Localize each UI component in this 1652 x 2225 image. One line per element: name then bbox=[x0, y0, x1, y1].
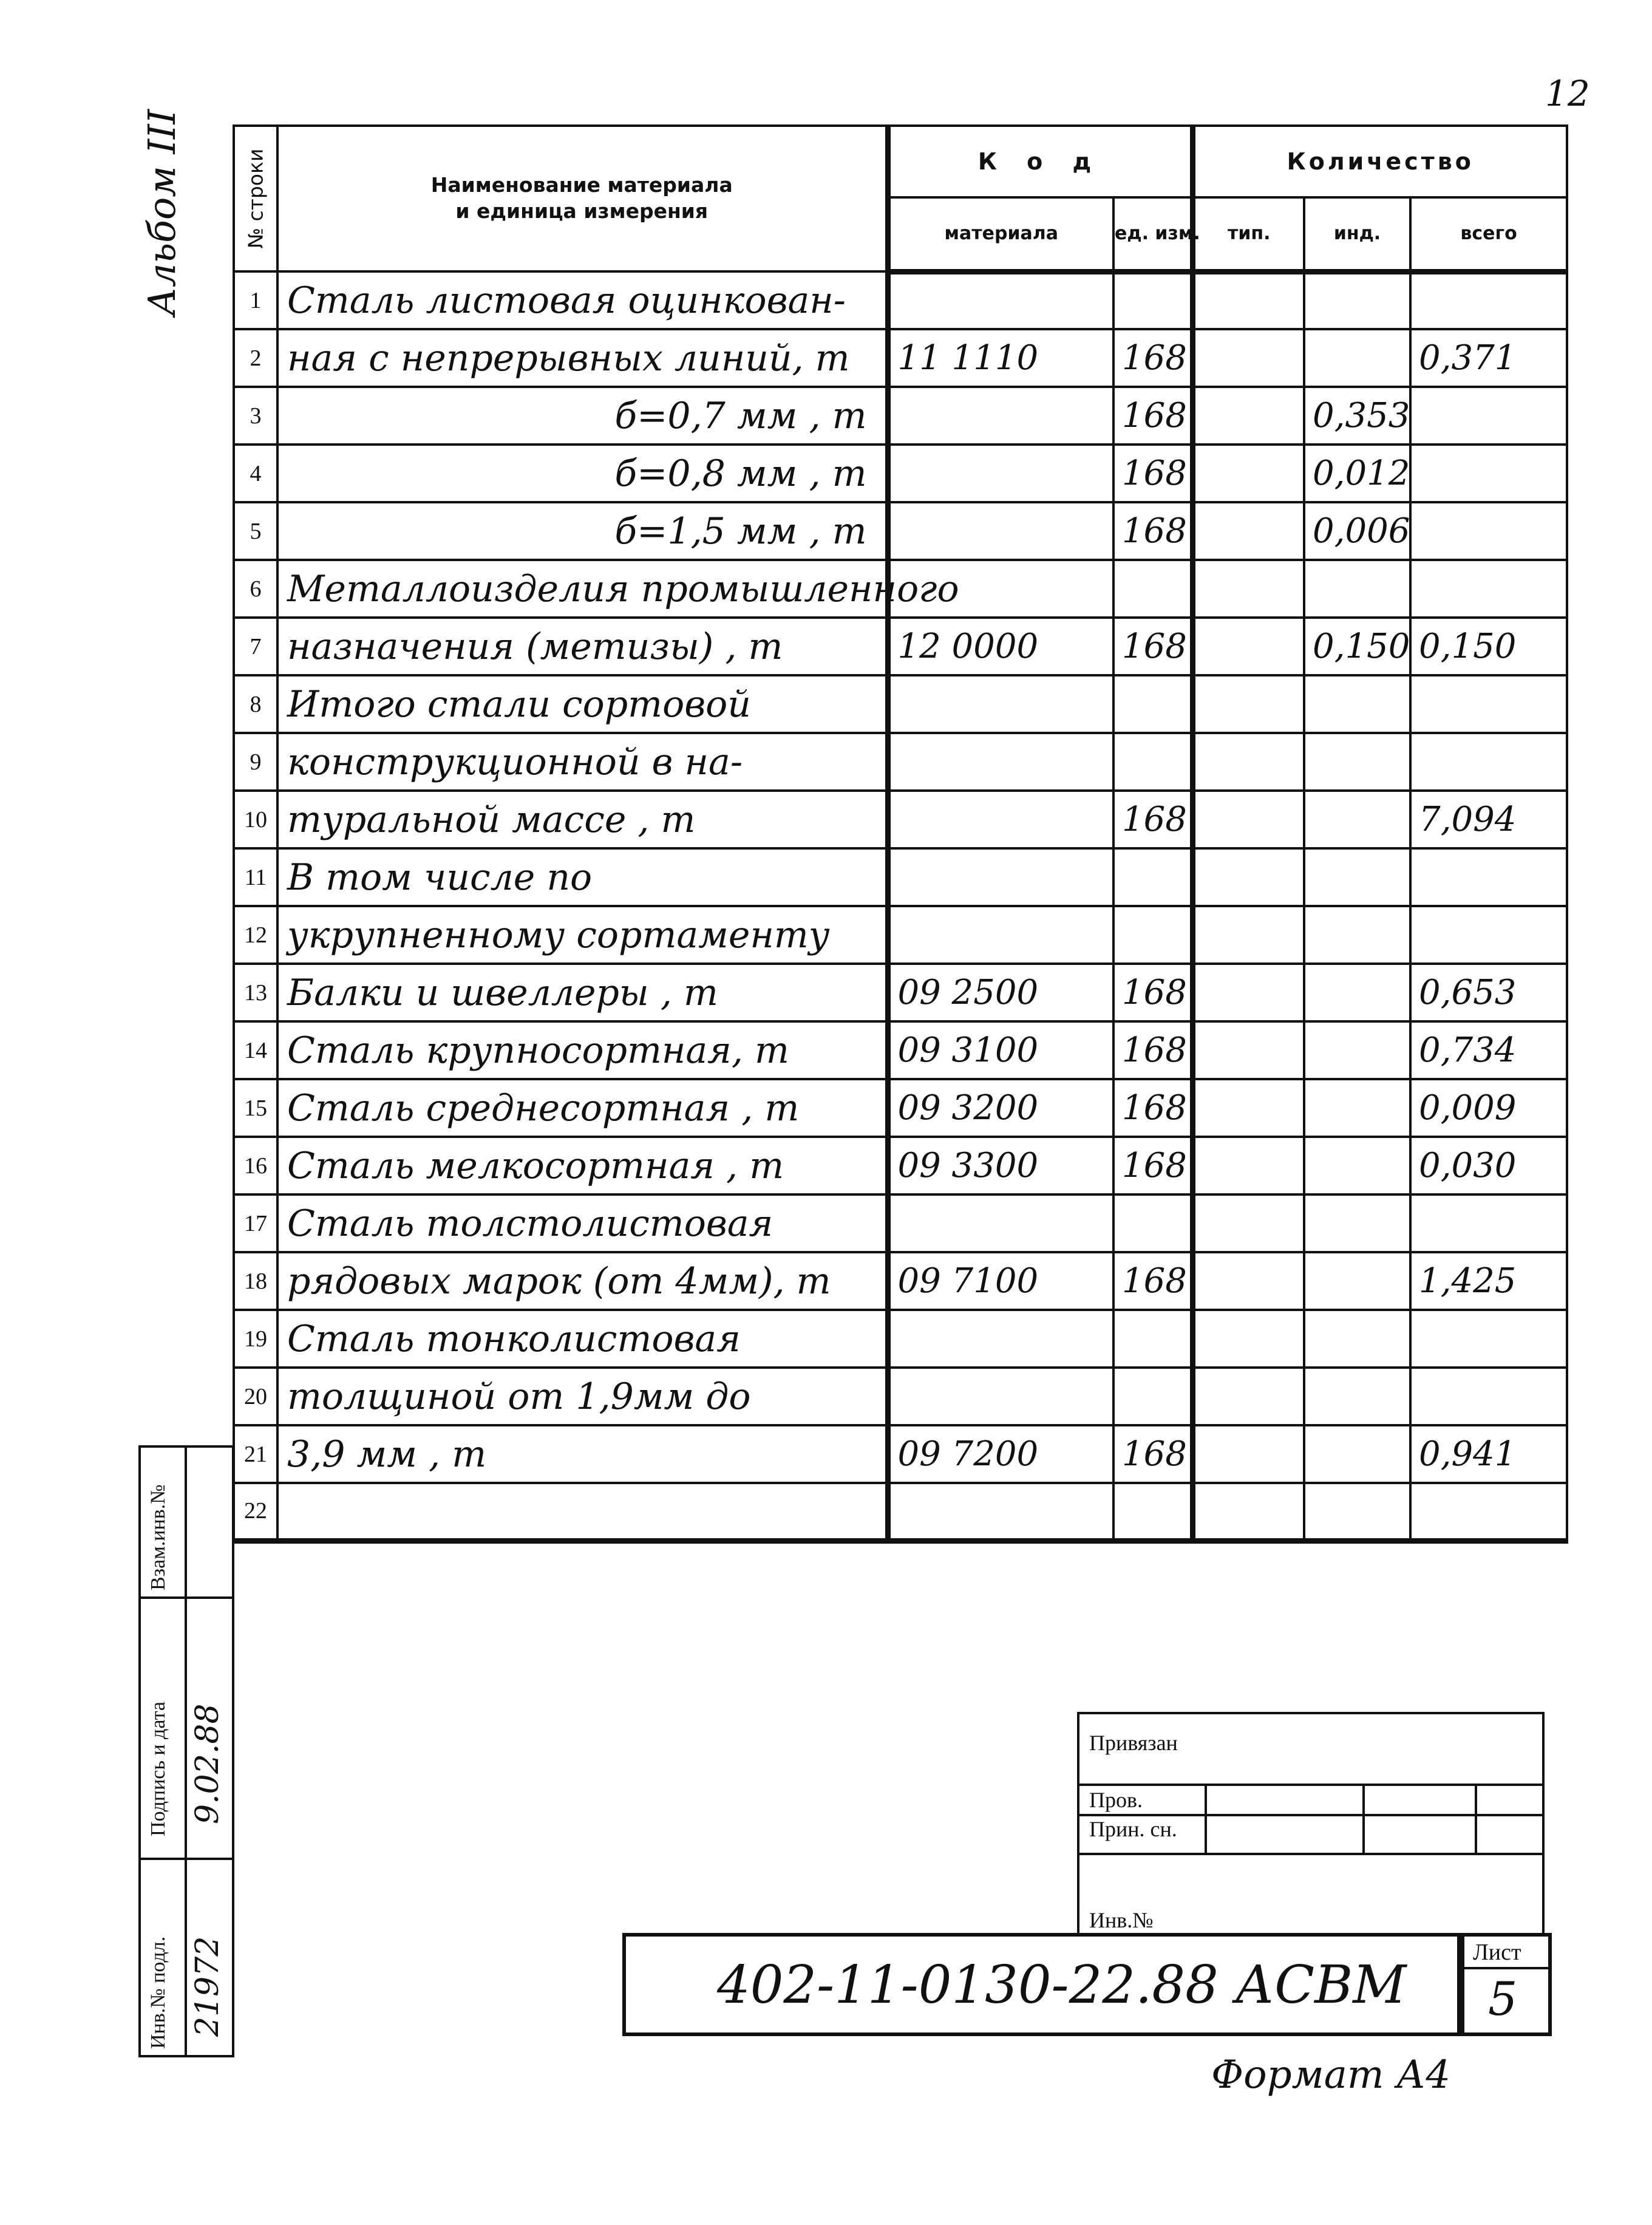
row-number-cell: 3 bbox=[234, 387, 277, 445]
qty-ind-cell: 0,150 bbox=[1304, 618, 1410, 675]
qty-total-cell bbox=[1410, 1368, 1567, 1425]
table-row bbox=[234, 560, 1567, 618]
qty-total-cell bbox=[1410, 1483, 1567, 1541]
material-name-cell: б=0,8 мм , т bbox=[277, 445, 888, 502]
sheet-box bbox=[1457, 1933, 1552, 2036]
qty-typ-cell bbox=[1192, 1310, 1304, 1368]
material-code-cell bbox=[888, 1368, 1113, 1425]
row-number-cell: 2 bbox=[234, 329, 277, 387]
qty-total-cell bbox=[1410, 906, 1567, 964]
qty-typ-cell bbox=[1192, 560, 1304, 618]
qty-total-cell: 7,094 bbox=[1410, 791, 1567, 848]
document-code: 402-11-0130-22.88 АСВМ bbox=[717, 1955, 1407, 2015]
table-row bbox=[234, 618, 1567, 675]
qty-typ-cell bbox=[1192, 848, 1304, 906]
material-name-cell: б=1,5 мм , т bbox=[277, 502, 888, 560]
material-name-cell: конструкционной в на- bbox=[277, 733, 888, 791]
row-number-cell: 22 bbox=[234, 1483, 277, 1541]
table-row bbox=[234, 675, 1567, 733]
material-name-cell: б=0,7 мм , т bbox=[277, 387, 888, 445]
unit-code-cell bbox=[1113, 906, 1192, 964]
material-name-cell: рядовых марок (от 4мм), т bbox=[277, 1252, 888, 1310]
qty-typ-cell bbox=[1192, 906, 1304, 964]
unit-code-cell: 168 bbox=[1113, 502, 1192, 560]
qty-total-cell: 0,371 bbox=[1410, 329, 1567, 387]
page-number: 12 bbox=[1545, 73, 1590, 114]
signature-label: Подпись и дата bbox=[147, 1702, 169, 1836]
qty-typ-cell bbox=[1192, 329, 1304, 387]
material-name-cell: ная с непрерывных линий, т bbox=[277, 329, 888, 387]
unit-code-cell bbox=[1113, 1368, 1192, 1425]
unit-code-cell: 168 bbox=[1113, 445, 1192, 502]
header-row-number: № строки bbox=[234, 126, 277, 271]
material-name-cell: толщиной от 1,9мм до bbox=[277, 1368, 888, 1425]
material-code-cell bbox=[888, 271, 1113, 329]
unit-code-cell: 168 bbox=[1113, 964, 1192, 1021]
header-name: Наименование материала и единица измерения bbox=[277, 126, 888, 271]
material-code-cell: 09 3200 bbox=[888, 1079, 1113, 1137]
qty-typ-cell bbox=[1192, 675, 1304, 733]
qty-total-cell: 0,009 bbox=[1410, 1079, 1567, 1137]
material-code-cell: 11 1110 bbox=[888, 329, 1113, 387]
qty-total-cell: 1,425 bbox=[1410, 1252, 1567, 1310]
material-code-cell: 09 7100 bbox=[888, 1252, 1113, 1310]
unit-code-cell: 168 bbox=[1113, 791, 1192, 848]
unit-code-cell bbox=[1113, 560, 1192, 618]
qty-total-cell bbox=[1410, 445, 1567, 502]
table-row bbox=[234, 1310, 1567, 1368]
qty-typ-cell bbox=[1192, 1368, 1304, 1425]
unit-code-cell bbox=[1113, 733, 1192, 791]
header-code: К о д bbox=[888, 126, 1192, 197]
unit-code-cell bbox=[1113, 1483, 1192, 1541]
material-name-cell: Сталь среднесортная , т bbox=[277, 1079, 888, 1137]
qty-ind-cell: 0,006 bbox=[1304, 502, 1410, 560]
table-row bbox=[234, 964, 1567, 1021]
unit-code-cell: 168 bbox=[1113, 1079, 1192, 1137]
material-name-cell: назначения (метизы) , т bbox=[277, 618, 888, 675]
table-row bbox=[234, 1079, 1567, 1137]
qty-ind-cell bbox=[1304, 1079, 1410, 1137]
row-number-cell: 13 bbox=[234, 964, 277, 1021]
header-material: материала bbox=[888, 197, 1113, 271]
row-number-cell: 10 bbox=[234, 791, 277, 848]
table-row bbox=[234, 791, 1567, 848]
qty-ind-cell bbox=[1304, 1425, 1410, 1483]
header-ind: инд. bbox=[1304, 197, 1410, 271]
qty-total-cell: 0,734 bbox=[1410, 1021, 1567, 1079]
table-row bbox=[234, 502, 1567, 560]
sheet-label: Лист bbox=[1473, 1940, 1521, 1965]
approval-stamp bbox=[138, 1445, 234, 2057]
inv-label: Инв.№ bbox=[1089, 1908, 1154, 1932]
material-name-cell: Сталь мелкосортная , т bbox=[277, 1137, 888, 1194]
qty-typ-cell bbox=[1192, 791, 1304, 848]
material-code-cell: 09 3300 bbox=[888, 1137, 1113, 1194]
qty-ind-cell: 0,353 bbox=[1304, 387, 1410, 445]
material-name-cell: Сталь листовая оцинкован- bbox=[277, 271, 888, 329]
table-row bbox=[234, 387, 1567, 445]
material-code-cell bbox=[888, 1483, 1113, 1541]
table-row bbox=[234, 1194, 1567, 1252]
qty-ind-cell bbox=[1304, 791, 1410, 848]
qty-typ-cell bbox=[1192, 1194, 1304, 1252]
sheet-number: 5 bbox=[1488, 1972, 1518, 2026]
qty-typ-cell bbox=[1192, 618, 1304, 675]
material-name-cell: туральной массе , т bbox=[277, 791, 888, 848]
table-row bbox=[234, 271, 1567, 329]
row-number-cell: 8 bbox=[234, 675, 277, 733]
qty-total-cell bbox=[1410, 387, 1567, 445]
table-row bbox=[234, 1252, 1567, 1310]
qty-total-cell: 0,941 bbox=[1410, 1425, 1567, 1483]
inv-podl-number: 21972 bbox=[189, 1936, 226, 2037]
row-number-cell: 20 bbox=[234, 1368, 277, 1425]
table-row bbox=[234, 1137, 1567, 1194]
unit-code-cell bbox=[1113, 675, 1192, 733]
unit-code-cell bbox=[1113, 848, 1192, 906]
qty-ind-cell bbox=[1304, 848, 1410, 906]
qty-total-cell bbox=[1410, 560, 1567, 618]
unit-code-cell: 168 bbox=[1113, 1021, 1192, 1079]
qty-total-cell: 0,150 bbox=[1410, 618, 1567, 675]
qty-typ-cell bbox=[1192, 1021, 1304, 1079]
qty-ind-cell bbox=[1304, 1137, 1410, 1194]
material-name-cell: укрупненному сортаменту bbox=[277, 906, 888, 964]
unit-code-cell: 168 bbox=[1113, 387, 1192, 445]
row-number-cell: 9 bbox=[234, 733, 277, 791]
material-code-cell: 12 0000 bbox=[888, 618, 1113, 675]
signature-date: 9.02.88 bbox=[189, 1703, 226, 1824]
table-row bbox=[234, 1021, 1567, 1079]
qty-ind-cell bbox=[1304, 1310, 1410, 1368]
qty-ind-cell bbox=[1304, 1483, 1410, 1541]
unit-code-cell bbox=[1113, 271, 1192, 329]
qty-typ-cell bbox=[1192, 502, 1304, 560]
material-code-cell: 09 3100 bbox=[888, 1021, 1113, 1079]
header-unit: ед. изм. bbox=[1113, 197, 1192, 271]
inv-podl-label: Инв.№ подл. bbox=[147, 1936, 169, 2049]
qty-total-cell: 0,030 bbox=[1410, 1137, 1567, 1194]
qty-ind-cell bbox=[1304, 733, 1410, 791]
row-number-cell: 11 bbox=[234, 848, 277, 906]
privyazan-label: Привязан bbox=[1089, 1731, 1178, 1755]
table-row bbox=[234, 1368, 1567, 1425]
prov-label: Пров. bbox=[1089, 1788, 1143, 1812]
qty-ind-cell bbox=[1304, 560, 1410, 618]
material-name-cell: Сталь тонколистовая bbox=[277, 1310, 888, 1368]
unit-code-cell: 168 bbox=[1113, 1252, 1192, 1310]
qty-typ-cell bbox=[1192, 1137, 1304, 1194]
qty-typ-cell bbox=[1192, 387, 1304, 445]
row-number-cell: 7 bbox=[234, 618, 277, 675]
row-number-cell: 14 bbox=[234, 1021, 277, 1079]
material-code-cell bbox=[888, 675, 1113, 733]
album-label: Альбом III bbox=[140, 109, 184, 316]
qty-typ-cell bbox=[1192, 445, 1304, 502]
unit-code-cell bbox=[1113, 1194, 1192, 1252]
material-code-cell bbox=[888, 906, 1113, 964]
qty-ind-cell bbox=[1304, 906, 1410, 964]
material-code-cell bbox=[888, 387, 1113, 445]
row-number-cell: 21 bbox=[234, 1425, 277, 1483]
qty-ind-cell bbox=[1304, 1021, 1410, 1079]
qty-ind-cell bbox=[1304, 271, 1410, 329]
vzam-inv-label: Взам.инв.№ bbox=[147, 1484, 169, 1590]
qty-ind-cell bbox=[1304, 964, 1410, 1021]
material-name-cell: Металлоизделия промышленного bbox=[277, 560, 888, 618]
table-row bbox=[234, 1483, 1567, 1541]
qty-typ-cell bbox=[1192, 1483, 1304, 1541]
header-quantity: Количество bbox=[1192, 126, 1567, 197]
qty-typ-cell bbox=[1192, 964, 1304, 1021]
table-row bbox=[234, 906, 1567, 964]
table-row bbox=[234, 1425, 1567, 1483]
row-number-cell: 4 bbox=[234, 445, 277, 502]
document-code-box bbox=[622, 1933, 1464, 2036]
material-code-cell: 09 7200 bbox=[888, 1425, 1113, 1483]
material-code-cell bbox=[888, 733, 1113, 791]
qty-total-cell bbox=[1410, 271, 1567, 329]
prinyal-label: Прин. сн. bbox=[1089, 1817, 1177, 1841]
material-name-cell: 3,9 мм , т bbox=[277, 1425, 888, 1483]
material-code-cell bbox=[888, 791, 1113, 848]
row-number-cell: 17 bbox=[234, 1194, 277, 1252]
qty-ind-cell bbox=[1304, 1252, 1410, 1310]
qty-ind-cell bbox=[1304, 1368, 1410, 1425]
row-number-cell: 15 bbox=[234, 1079, 277, 1137]
qty-total-cell bbox=[1410, 1194, 1567, 1252]
material-name-cell bbox=[277, 1483, 888, 1541]
table-row bbox=[234, 329, 1567, 387]
table-row bbox=[234, 445, 1567, 502]
qty-typ-cell bbox=[1192, 1079, 1304, 1137]
row-number-cell: 12 bbox=[234, 906, 277, 964]
row-number-cell: 1 bbox=[234, 271, 277, 329]
qty-ind-cell bbox=[1304, 1194, 1410, 1252]
material-name-cell: Сталь толстолистовая bbox=[277, 1194, 888, 1252]
header-total: всего bbox=[1410, 197, 1567, 271]
materials-table bbox=[233, 124, 1568, 1544]
qty-typ-cell bbox=[1192, 271, 1304, 329]
row-number-cell: 6 bbox=[234, 560, 277, 618]
qty-total-cell bbox=[1410, 733, 1567, 791]
qty-typ-cell bbox=[1192, 1425, 1304, 1483]
qty-ind-cell bbox=[1304, 675, 1410, 733]
qty-ind-cell bbox=[1304, 329, 1410, 387]
qty-total-cell bbox=[1410, 848, 1567, 906]
header-typ: тип. bbox=[1192, 197, 1304, 271]
material-code-cell bbox=[888, 445, 1113, 502]
qty-total-cell: 0,653 bbox=[1410, 964, 1567, 1021]
unit-code-cell: 168 bbox=[1113, 329, 1192, 387]
table-row bbox=[234, 733, 1567, 791]
qty-typ-cell bbox=[1192, 1252, 1304, 1310]
qty-total-cell bbox=[1410, 1310, 1567, 1368]
qty-total-cell bbox=[1410, 502, 1567, 560]
row-number-cell: 19 bbox=[234, 1310, 277, 1368]
material-name-cell: Балки и швеллеры , т bbox=[277, 964, 888, 1021]
material-name-cell: Итого стали сортовой bbox=[277, 675, 888, 733]
row-number-cell: 16 bbox=[234, 1137, 277, 1194]
qty-total-cell bbox=[1410, 675, 1567, 733]
material-name-cell: Сталь крупносортная, т bbox=[277, 1021, 888, 1079]
qty-typ-cell bbox=[1192, 733, 1304, 791]
material-code-cell bbox=[888, 1194, 1113, 1252]
table-row bbox=[234, 848, 1567, 906]
row-number-cell: 18 bbox=[234, 1252, 277, 1310]
material-name-cell: В том числе по bbox=[277, 848, 888, 906]
unit-code-cell: 168 bbox=[1113, 1425, 1192, 1483]
unit-code-cell: 168 bbox=[1113, 1137, 1192, 1194]
material-code-cell bbox=[888, 502, 1113, 560]
material-code-cell bbox=[888, 1310, 1113, 1368]
unit-code-cell: 168 bbox=[1113, 618, 1192, 675]
material-code-cell bbox=[888, 848, 1113, 906]
row-number-cell: 5 bbox=[234, 502, 277, 560]
material-code-cell: 09 2500 bbox=[888, 964, 1113, 1021]
qty-ind-cell: 0,012 bbox=[1304, 445, 1410, 502]
unit-code-cell bbox=[1113, 1310, 1192, 1368]
format-label: Формат А4 bbox=[1211, 2053, 1451, 2097]
